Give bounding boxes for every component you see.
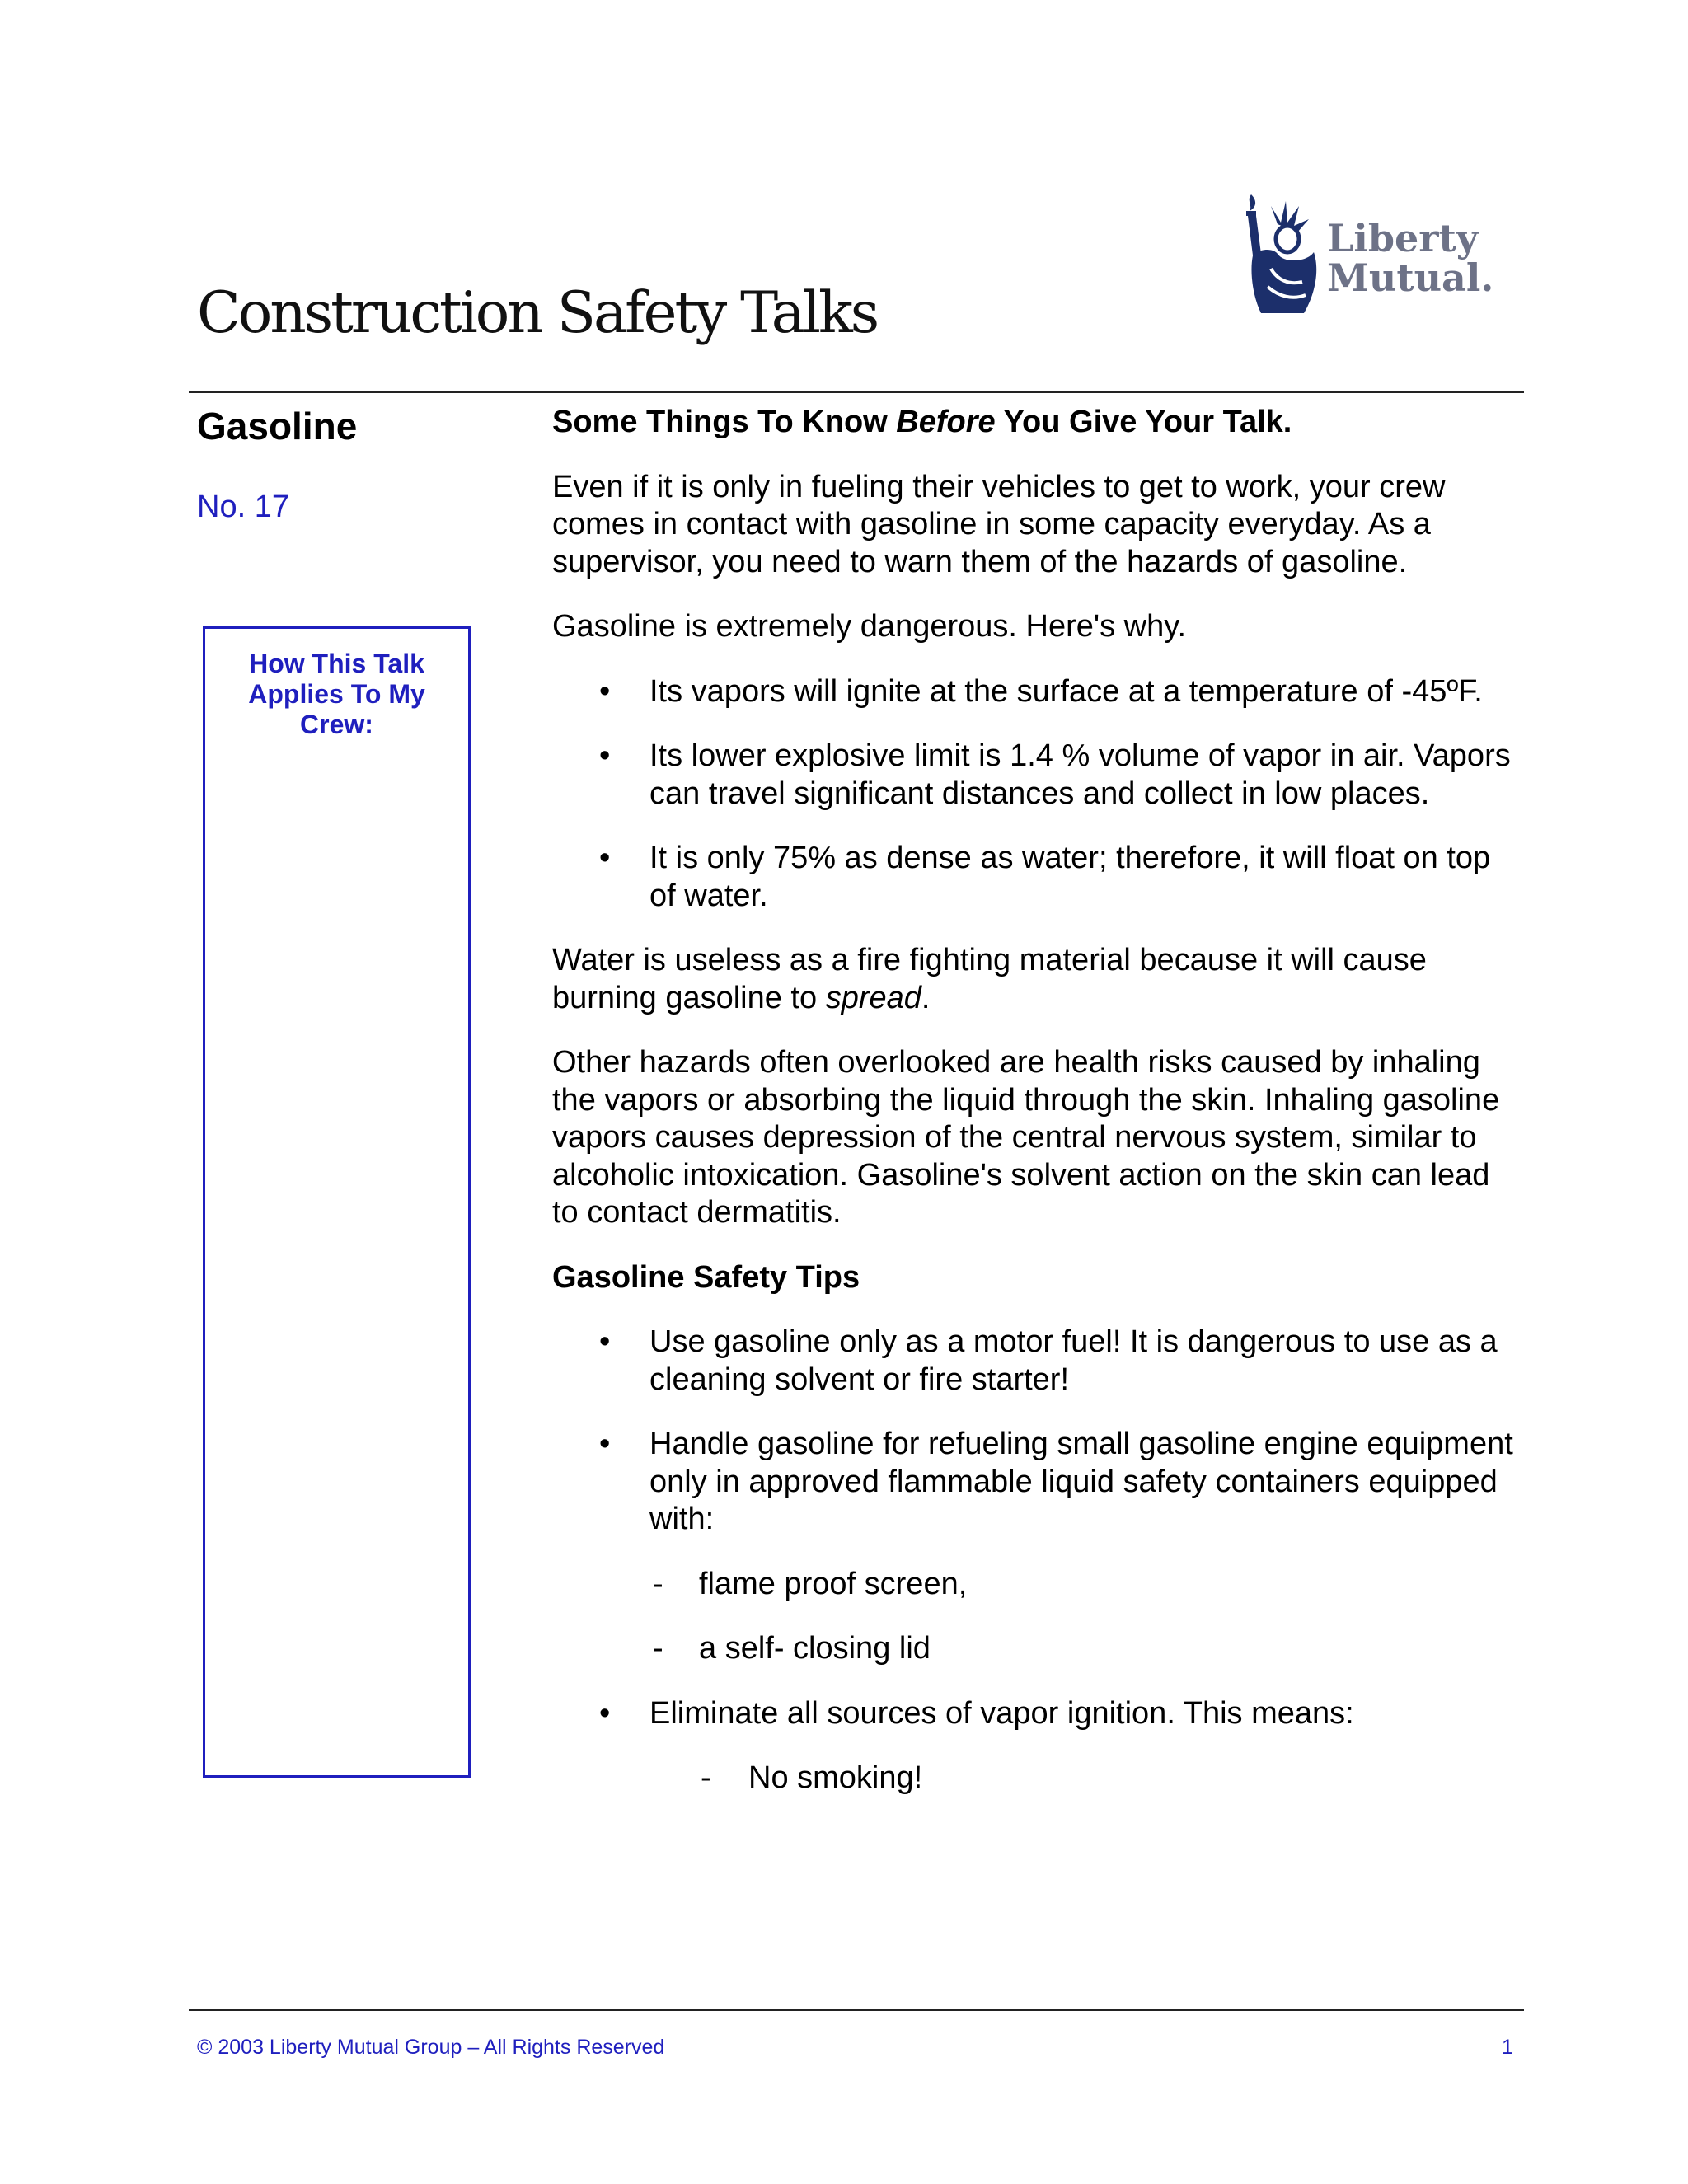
liberty-mutual-logo [1228, 190, 1492, 321]
list-item: • Use gasoline only as a motor fuel! It is dangerous to use as a cleaning solvent or fire starter! [552, 1324, 1517, 1399]
tips-list [552, 1324, 1517, 1797]
spread-emphasis: spread [825, 980, 921, 1015]
list-item: • Handle gasoline for refueling small gasoline engine equipment only in approved flammable liquid safety containers equipped with: [552, 1426, 1517, 1539]
intro-paragraph: Even if it is only in fueling their vehicles to get to work, your crew comes in contact with gasoline in some capacity everyday. As a supervisor, you need to warn them of the hazards of gasoline. [552, 469, 1446, 579]
list-item: • It is only 75% as dense as water; therefore, it will float on top of water. [552, 840, 1517, 915]
footer-copyright: © 2003 Liberty Mutual Group – All Rights Reserved [197, 2036, 665, 2059]
danger-paragraph: Gasoline is extremely dangerous. Here's why. [552, 609, 1186, 644]
crew-notes-box [203, 626, 471, 1778]
crew-notes-title: How This Talk Applies To My Crew: [248, 649, 425, 739]
talk-number: No. 17 [197, 490, 289, 524]
sub-list-item: - flame proof screen, [552, 1566, 1517, 1604]
talk-name: Gasoline [197, 405, 358, 448]
list-item: • Eliminate all sources of vapor ignition. This means: [552, 1695, 1517, 1733]
page-title: Construction Safety Talks [197, 280, 878, 346]
intro-heading-emphasis: Before [896, 405, 996, 439]
logo-text-mutual: Mutual. [1327, 255, 1494, 300]
list-item: • Its vapors will ignite at the surface at a temperature of -45ºF. [552, 673, 1517, 711]
list-item: • Its lower explosive limit is 1.4 % volume of vapor in air. Vapors can travel significant distances and collect in low places. [552, 738, 1517, 813]
footer-divider [189, 2009, 1524, 2011]
water-paragraph: Water is useless as a fire fighting material because it will cause burning gasoline to spread. [552, 943, 1427, 1015]
talk-content [552, 404, 1517, 1825]
sub-list-item: - a self- closing lid [552, 1630, 1517, 1668]
sub-list-item: - No smoking! [552, 1760, 1517, 1797]
health-paragraph: Other hazards often overlooked are health risks caused by inhaling the vapors or absorbing the liquid through the skin. Inhaling gasoline vapors causes depression of the central nervous system, similar to alcoholic intoxication. Gasoline's solvent action on the skin can lead to contact dermatitis. [552, 1045, 1500, 1230]
hazard-list [552, 673, 1517, 916]
tips-heading: Gasoline Safety Tips [552, 1259, 860, 1295]
intro-heading: Some Things To Know Before You Give Your Talk. [552, 405, 1292, 439]
header-divider [189, 391, 1524, 393]
logo-text-liberty: Liberty [1327, 216, 1479, 260]
page-number: 1 [1502, 2036, 1513, 2059]
